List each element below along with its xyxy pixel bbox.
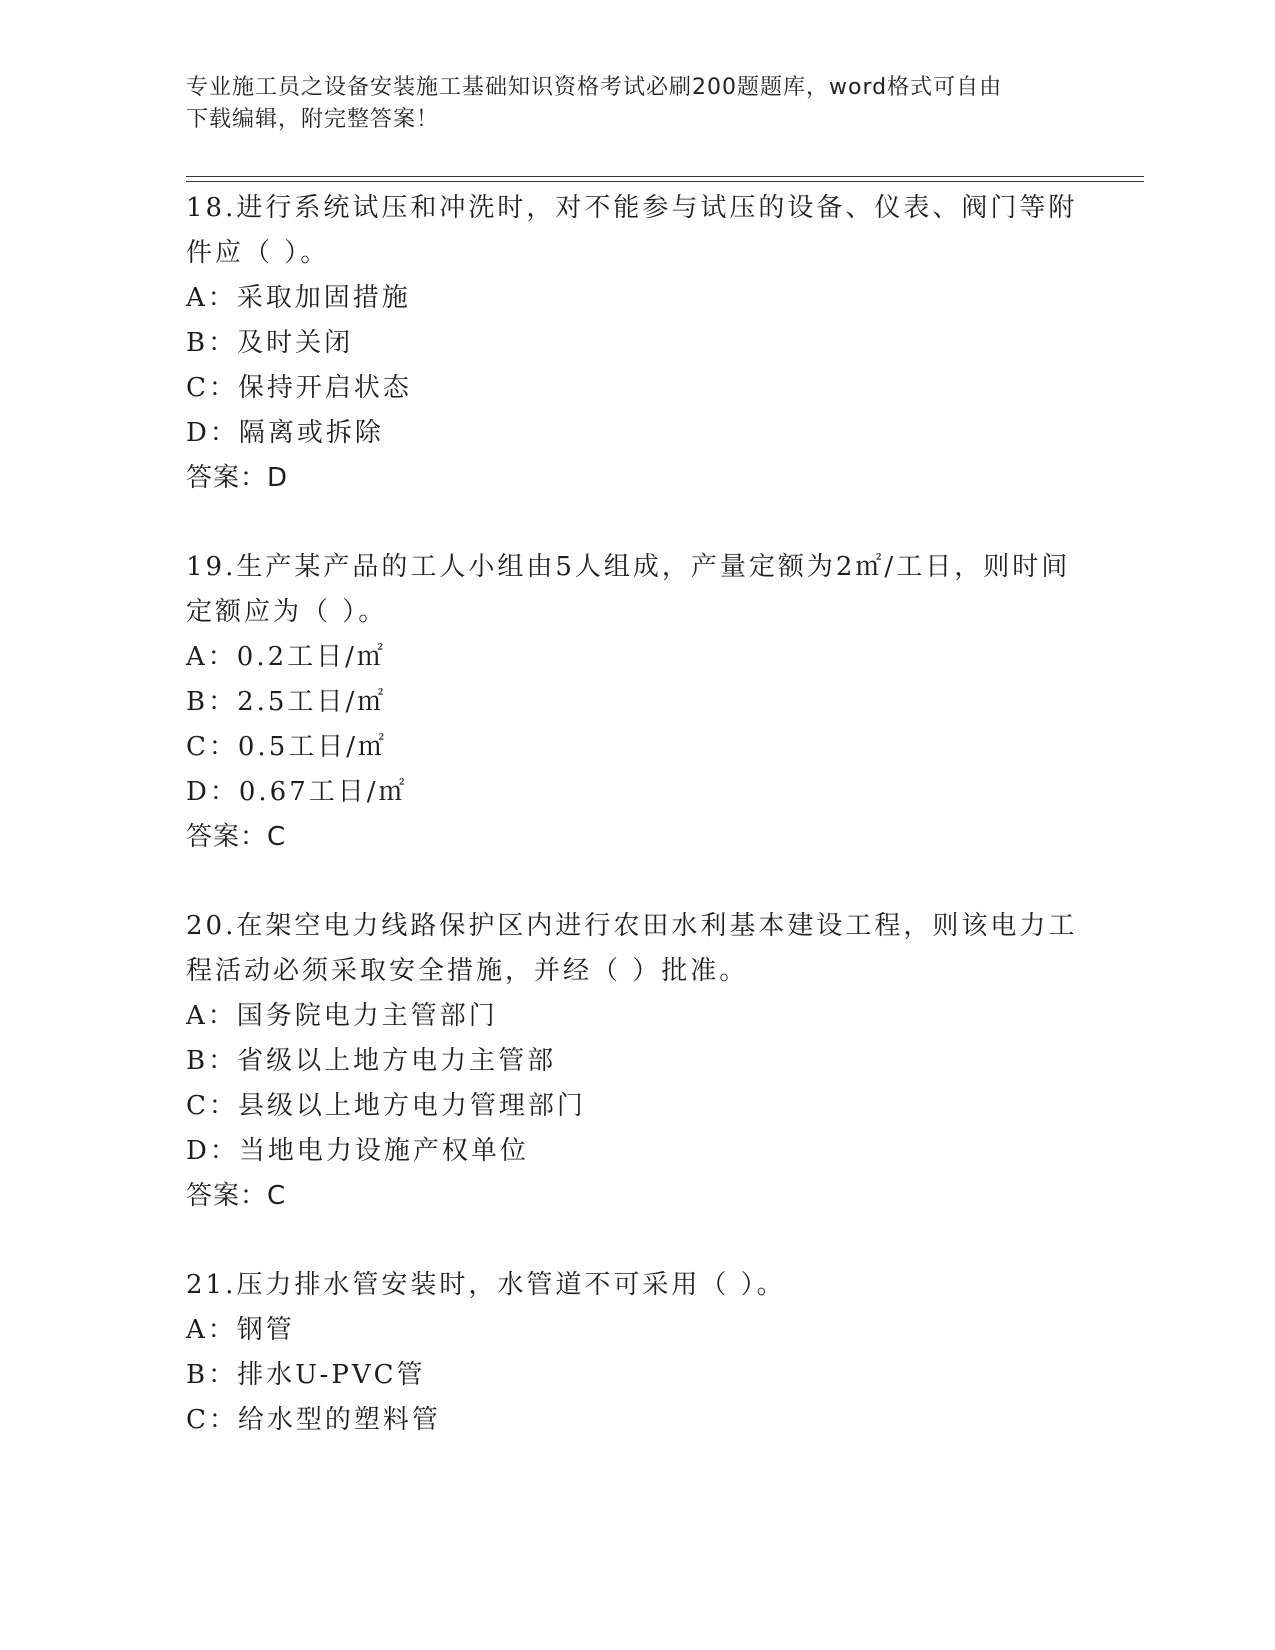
stem-line: 件应（ ）。 — [186, 238, 330, 268]
answer: 答案：C — [186, 822, 287, 852]
option-b: B：2.5工日/㎡ — [186, 687, 387, 717]
option-a: A：国务院电力主管部门 — [186, 1001, 498, 1031]
option-a: A：0.2工日/㎡ — [186, 642, 386, 672]
option-a: A：采取加固措施 — [186, 283, 411, 313]
option-b: B：省级以上地方电力主管部 — [186, 1046, 557, 1076]
option-c: C：县级以上地方电力管理部门 — [186, 1091, 586, 1121]
question-stem — [186, 186, 1086, 276]
option-d: D：当地电力设施产权单位 — [186, 1136, 529, 1166]
option-d: D：隔离或拆除 — [186, 418, 384, 448]
answer: 答案：D — [186, 463, 289, 493]
header-line-2: 下载编辑，附完整答案！ — [186, 107, 440, 132]
question-stem — [186, 545, 1086, 635]
header-divider-top — [186, 176, 1144, 177]
option-b: B：排水U-PVC管 — [186, 1360, 426, 1390]
stem-line: 定额应为（ ）。 — [186, 597, 388, 627]
option-c: C：0.5工日/㎡ — [186, 732, 388, 762]
question-18 — [186, 186, 1086, 501]
question-19 — [186, 545, 1086, 860]
stem-line: 21.压力排水管安装时，水管道不可采用（ ）。 — [186, 1270, 786, 1300]
stem-line: 18.进行系统试压和冲洗时，对不能参与试压的设备、仪表、阀门等附 — [186, 193, 1078, 223]
header-divider-bottom — [186, 181, 1144, 182]
stem-line: 程活动必须采取安全措施，并经（ ）批准。 — [186, 956, 749, 986]
option-d: D：0.67工日/㎡ — [186, 777, 408, 807]
question-list — [186, 186, 1086, 1487]
question-stem — [186, 904, 1086, 994]
header-line-1: 专业施工员之设备安装施工基础知识资格考试必刷200题题库，word格式可自由 — [186, 75, 1003, 100]
option-a: A：钢管 — [186, 1315, 295, 1345]
answer: 答案：C — [186, 1181, 287, 1211]
question-21 — [186, 1263, 1086, 1443]
stem-line: 20.在架空电力线路保护区内进行农田水利基本建设工程，则该电力工 — [186, 911, 1078, 941]
option-c: C：保持开启状态 — [186, 373, 412, 403]
question-stem — [186, 1263, 1086, 1308]
option-b: B：及时关闭 — [186, 328, 354, 358]
option-c: C：给水型的塑料管 — [186, 1405, 441, 1435]
document-header — [186, 72, 1086, 136]
question-20 — [186, 904, 1086, 1219]
stem-line: 19.生产某产品的工人小组由5人组成，产量定额为2㎡/工日，则时间 — [186, 552, 1071, 582]
